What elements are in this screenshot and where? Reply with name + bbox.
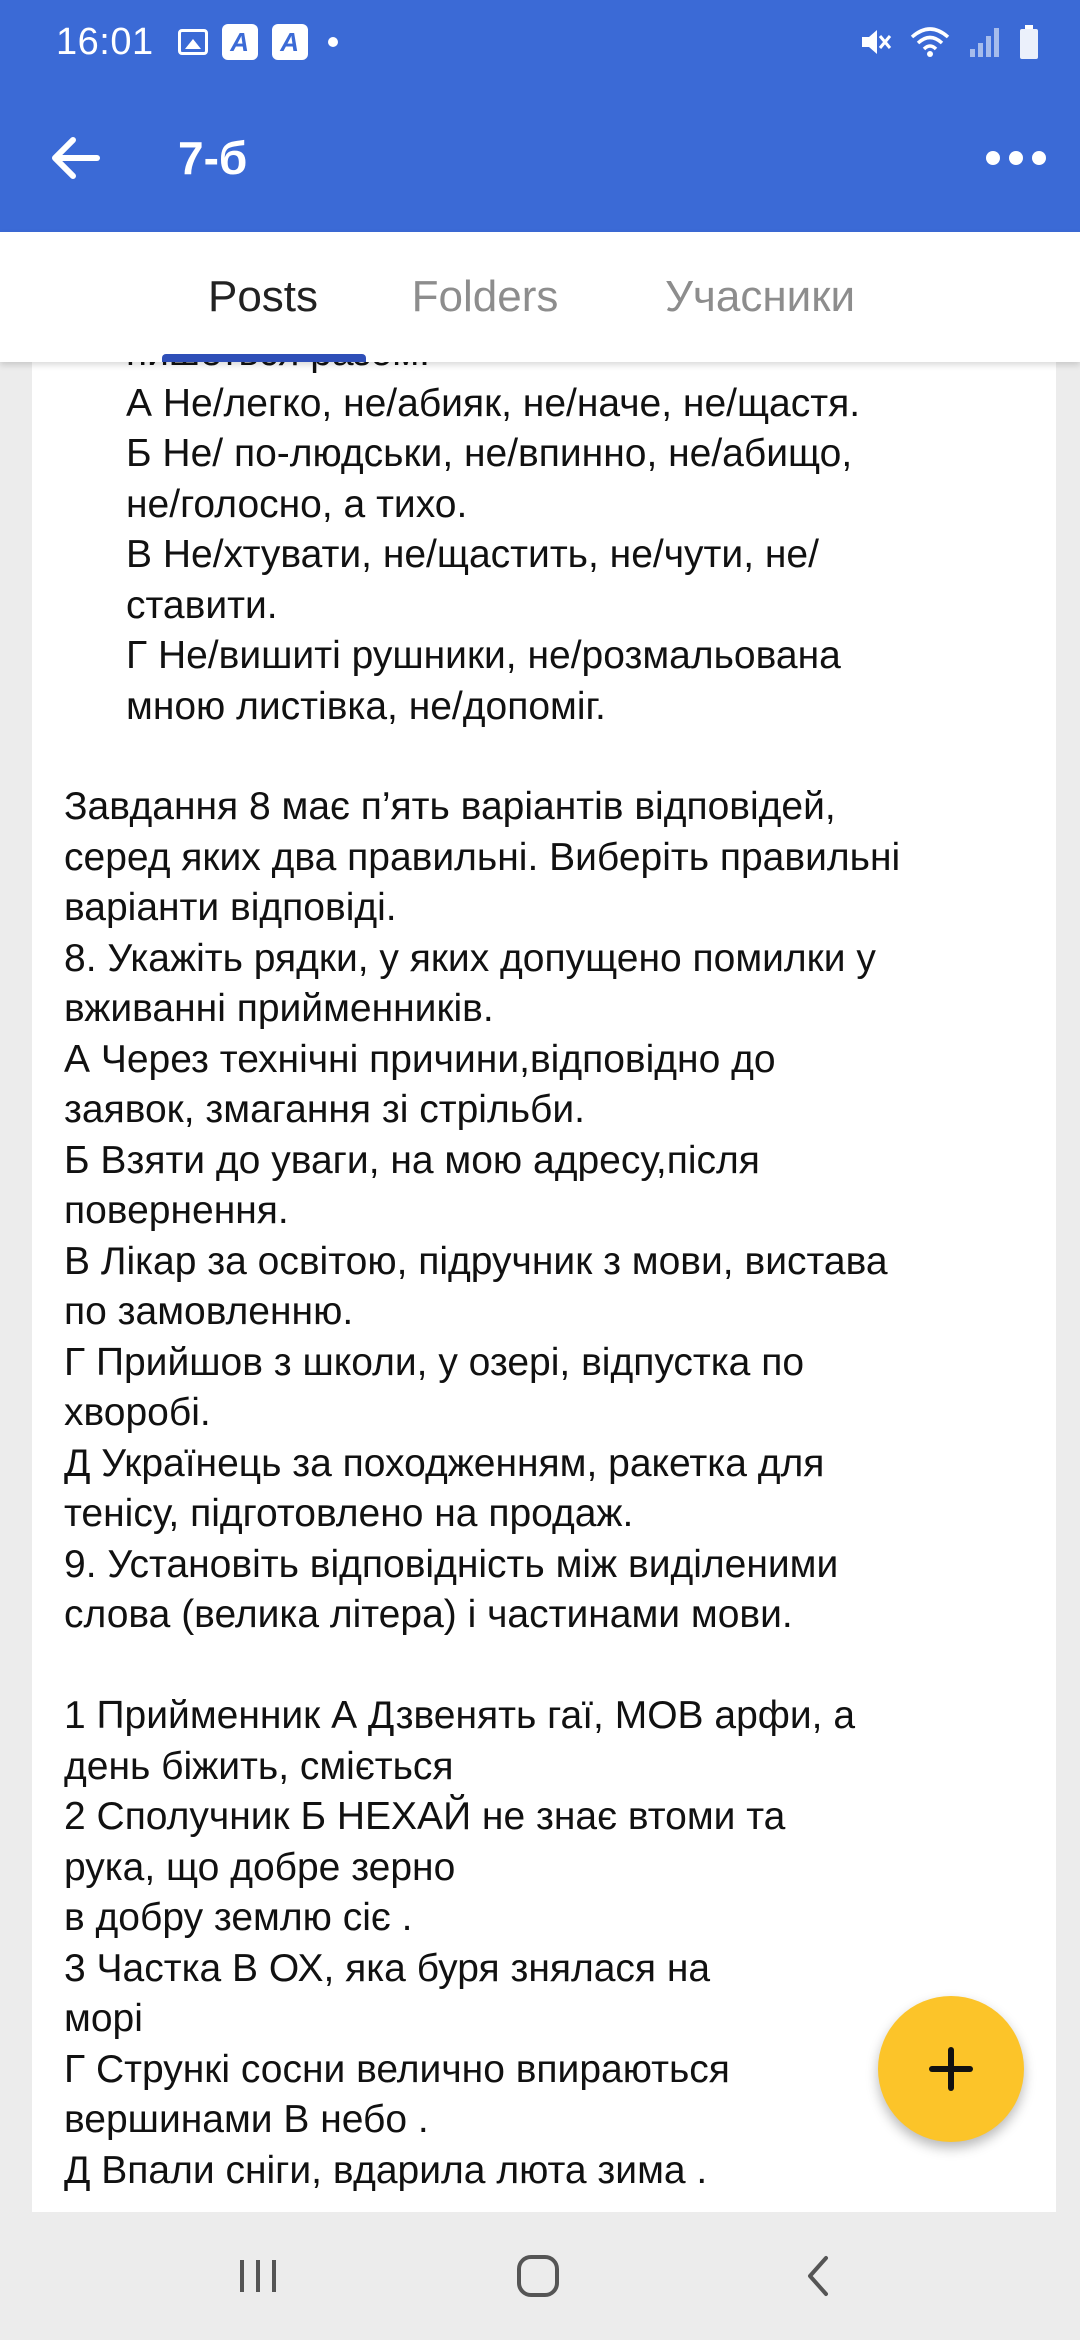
navigation-bar — [0, 2212, 1080, 2340]
status-time: 16:01 — [56, 20, 154, 63]
post-text-indented — [126, 328, 1030, 732]
post-line: Завдання 8 має п’ять варіантів відповідей, — [64, 785, 836, 828]
post-line: 3 Частка В ОХ, яка буря знялася на — [64, 1946, 711, 1990]
post-line: хворобі. — [64, 1391, 211, 1434]
recent-apps-button[interactable] — [198, 2226, 318, 2326]
post-line: слова (велика літера) і частинами мови. — [64, 1593, 793, 1636]
home-icon — [514, 2252, 562, 2300]
active-tab-indicator — [162, 354, 366, 362]
post-line: морі — [64, 1997, 143, 2040]
page-title: 7-б — [178, 132, 248, 184]
post-line: повернення. — [64, 1189, 289, 1232]
post-line: А Через технічні причини,відповідно до — [64, 1037, 776, 1081]
post-line: В Не/хтувати, не/щастить, не/чути, не/ — [126, 533, 819, 576]
post-line: 9. Установіть відповідність між виділеними — [64, 1542, 839, 1586]
tab-members[interactable]: Учасники — [664, 272, 856, 321]
post-line-blank — [64, 1641, 1030, 1692]
post-line: вживанні прийменників. — [64, 987, 494, 1030]
tab-posts[interactable]: Posts — [207, 272, 319, 321]
status-left-icons — [178, 24, 338, 60]
back-icon — [802, 2254, 834, 2298]
post-line: Д Українець за походженням, ракетка для — [64, 1441, 825, 1485]
post-line: Д Впали сніги, вдарила люта зима . — [64, 2148, 708, 2192]
status-bar — [0, 0, 1080, 84]
post-line: ставити. — [126, 583, 278, 627]
wifi-icon — [910, 25, 950, 59]
post-line: 1 Прийменник А Дзвенять гаї, МОВ арфи, а — [64, 1694, 856, 1737]
post-line: не/голосно, а тихо. — [126, 482, 468, 526]
post-line: Б Не/ по-людськи, не/впинно, не/абищо, — [126, 432, 853, 475]
post-line: серед яких два правильні. Виберіть правильні — [64, 835, 901, 879]
post-line: Г Прийшов з школи, у озері, відпустка по — [64, 1340, 805, 1384]
post-line: Г Стрункі сосни велично впираються — [64, 2047, 730, 2091]
recent-apps-icon — [236, 2256, 280, 2296]
mute-icon — [858, 25, 892, 59]
image-icon — [178, 29, 208, 55]
post-line: В Лікар за освітою, підручник з мови, вистава — [64, 1239, 888, 1283]
translate-a-icon: A — [222, 24, 258, 60]
post-line: мною листівка, не/допоміг. — [126, 684, 606, 728]
post-content — [32, 362, 1056, 2212]
status-right-icons — [858, 24, 1040, 60]
home-button[interactable] — [478, 2226, 598, 2326]
battery-icon — [1018, 24, 1040, 60]
tab-folders[interactable]: Folders — [411, 272, 559, 321]
post-line: 8. Укажіть рядки, у яких допущено помилки у — [64, 936, 876, 980]
post-line: в добру землю сіє . — [64, 1896, 413, 1939]
post-line: рука, що добре зерно — [64, 1845, 456, 1889]
arrow-back-icon — [49, 136, 101, 180]
post-line: Б Взяти до уваги, на мою адресу,після — [64, 1138, 760, 1182]
app-bar — [0, 84, 1080, 232]
post-line: Г Не/вишиті рушники, не/розмальована — [126, 634, 841, 677]
post-line: варіанти відповіді. — [64, 886, 397, 929]
add-post-button[interactable] — [878, 1996, 1024, 2142]
post-line: по замовленню. — [64, 1290, 354, 1333]
post-line: заявок, змагання зі стрільби. — [64, 1088, 585, 1131]
post-line: день біжить, сміється — [64, 1744, 454, 1788]
post-line: вершинами В небо . — [64, 2098, 429, 2141]
translate-a-icon: A — [272, 24, 308, 60]
tab-bar — [0, 232, 1080, 362]
more-options-button[interactable] — [976, 128, 1056, 188]
more-horizontal-icon — [986, 151, 1000, 165]
system-back-button[interactable] — [758, 2226, 878, 2326]
signal-icon — [968, 25, 1000, 59]
dot-icon — [328, 37, 338, 47]
post-line: А Не/легко, не/абияк, не/наче, не/щастя. — [126, 381, 861, 425]
back-button[interactable] — [0, 84, 150, 232]
post-text-main — [64, 782, 1030, 2196]
post-line: тенісу, підготовлено на продаж. — [64, 1492, 634, 1535]
post-line: 2 Сполучник Б НЕХАЙ не знає втоми та — [64, 1795, 786, 1838]
plus-icon — [926, 2044, 976, 2094]
